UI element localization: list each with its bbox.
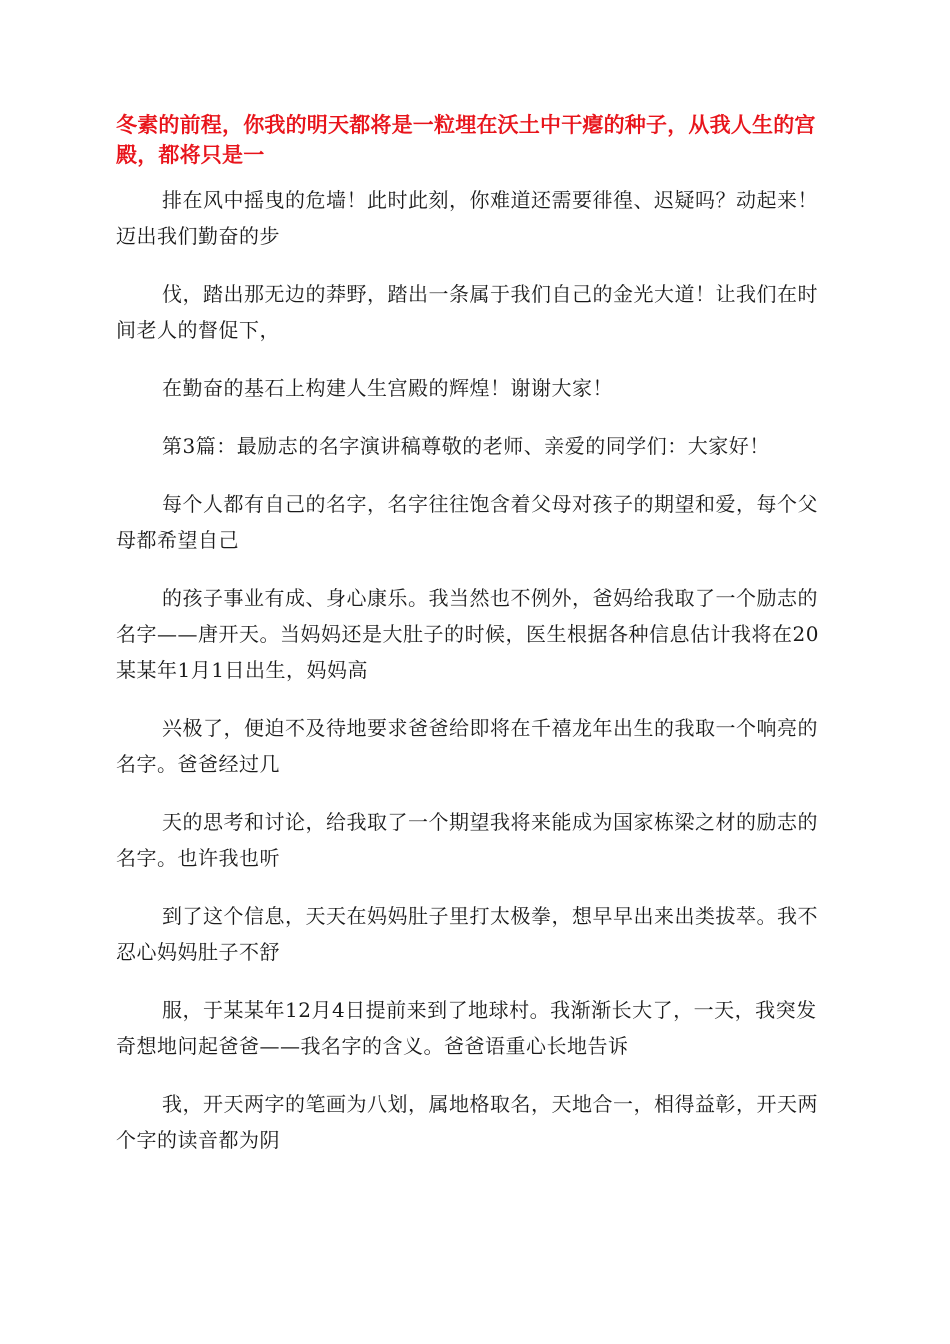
paragraph-7: 兴极了，便迫不及待地要求爸爸给即将在千禧龙年出生的我取一个响亮的名字。爸爸经过几 [116,716,818,776]
paragraph-5: 每个人都有自己的名字，名字往往饱含着父母对孩子的期望和爱，每个父母都希望自己 [116,492,818,552]
document-heading: 冬素的前程，你我的明天都将是一粒埋在沃土中干瘪的种子，从我人生的宫殿，都将只是一 [116,113,816,167]
paragraph-1: 排在风中摇曳的危墙！此时此刻，你难道还需要徘徨、迟疑吗？动起来！迈出我们勤奋的步 [116,188,818,248]
document-content [116,110,834,1180]
paragraph-8: 天的思考和讨论，给我取了一个期望我将来能成为国家栋梁之材的励志的名字。也许我也听 [116,810,818,870]
paragraph-11: 我，开天两字的笔画为八划，属地格取名，天地合一，相得益彰，开天两个字的读音都为阴 [116,1092,818,1152]
paragraph-3: 在勤奋的基石上构建人生宫殿的辉煌！谢谢大家！ [162,376,613,400]
paragraph-10: 服，于某某年12月4日提前来到了地球村。我渐渐长大了，一天，我突发奇想地问起爸爸——我名字的含义。爸爸语重心长地告诉 [116,998,817,1058]
paragraph-4: 第3篇：最励志的名字演讲稿尊敬的老师、亲爱的同学们：大家好！ [162,434,770,458]
paragraph-2: 伐，踏出那无边的莽野，踏出一条属于我们自己的金光大道！让我们在时间老人的督促下， [116,282,818,342]
paragraph-9: 到了这个信息，天天在妈妈肚子里打太极拳，想早早出来出类拔萃。我不忍心妈妈肚子不舒 [116,904,818,964]
paragraph-6: 的孩子事业有成、身心康乐。我当然也不例外，爸妈给我取了一个励志的名字——唐开天。当妈妈还是大肚子的时候，医生根据各种信息估计我将在20某某年1月1日出生，妈妈高 [116,586,819,682]
